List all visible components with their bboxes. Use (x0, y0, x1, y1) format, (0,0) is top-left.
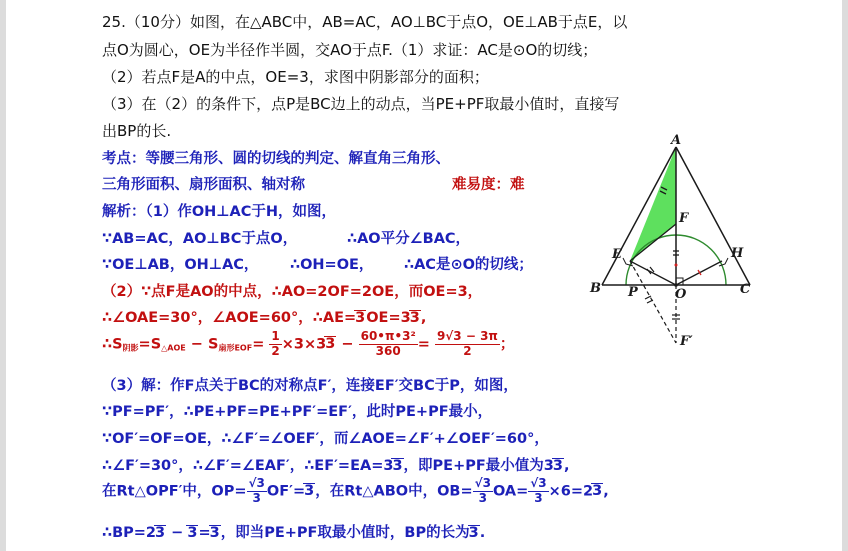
numerator: √3 (474, 476, 491, 490)
label-e: E (612, 247, 622, 262)
sqrt-3: 3 (552, 458, 563, 474)
sqrt-3: 3 (155, 525, 166, 541)
kaodian-text: 三角形面积、扇形面积、轴对称 (102, 177, 305, 193)
step-1a: ∵AB=AC，AO⊥BC于点O， (102, 231, 298, 247)
denominator: 2 (271, 343, 280, 358)
part3-step3 (102, 454, 569, 475)
label-h: H (731, 246, 744, 261)
step-1b: ∴AO平分∠BAC， (347, 231, 471, 247)
minus-s: − S (185, 336, 219, 353)
bp-text: ∴BP=2 (102, 525, 157, 541)
label-c: C (740, 282, 751, 297)
question-line-4: （3）在（2）的条件下，点P是BC边上的动点，当PE+PF取最小值时，直接写 (102, 95, 620, 113)
question-line-2: 点O为圆心，OE为半径作半圆，交AO于点F.（1）求证：AC是⊙O的切线； (102, 41, 598, 59)
comma: , (563, 458, 570, 474)
part2-angles (102, 306, 426, 327)
step3-text: ∴∠F′=30°，∴∠F′=∠EAF′，∴EF′=EA=3 (102, 458, 394, 474)
minus: − (166, 525, 189, 541)
numerator: 1 (271, 329, 280, 343)
sqrt-3: 3 (592, 483, 603, 500)
label-p: P (628, 285, 638, 300)
point-mark (675, 264, 678, 267)
sqrt-3: 3 (325, 336, 336, 353)
part3-step4 (102, 477, 609, 506)
label-f: F (679, 211, 689, 226)
label-a: A (671, 133, 682, 148)
kaodian-line-1: 考点：等腰三角形、圆的切线的判定、解直角三角形、 (102, 151, 450, 167)
denominator: 3 (478, 490, 487, 505)
oa-text: OA= (492, 483, 529, 500)
part2-line: （2）∵点F是AO的中点，∴AO=2OF=2OE，而OE=3， (102, 284, 483, 300)
denominator: 3 (252, 490, 261, 505)
part3-line: （3）解：作F点关于BC的对称点F′，连接EF′交BC于P，如图， (102, 378, 518, 394)
area-formula (102, 330, 514, 359)
comma: , (420, 310, 427, 326)
eq-s: =S (138, 336, 162, 353)
fraction-result (435, 330, 500, 359)
step-2 (102, 253, 533, 274)
numerator: 9√3 − 3π (436, 329, 498, 343)
sqrt-3: 3 (355, 310, 366, 326)
step-1 (102, 227, 471, 248)
numerator: √3 (530, 476, 547, 490)
shaded-region (630, 147, 676, 261)
ae-text: OE=3 (366, 310, 411, 326)
geometry-figure (588, 133, 763, 355)
fraction-sqrt3-3 (473, 477, 493, 506)
times-six: ×6=2 (548, 483, 594, 500)
numerator: 60•π•3² (360, 329, 416, 343)
question-line-5: 出BP的长. (102, 122, 172, 140)
eq: = (417, 336, 430, 353)
fraction-sqrt3-3 (528, 477, 548, 506)
tick-pf-prime (645, 296, 651, 299)
ob-text: ，在Rt△ABO中，OB= (315, 483, 473, 500)
denominator: 360 (375, 343, 401, 358)
label-f-prime: F′ (680, 334, 693, 349)
step-2c: ∴AC是⊙O的切线； (404, 257, 533, 273)
jiexi-line: 解析：（1）作OH⊥AC于H，如图， (102, 204, 337, 220)
fraction-sector (359, 330, 418, 359)
sqrt-3: 3 (392, 458, 403, 474)
denominator: 2 (463, 343, 472, 358)
difficulty-label: 难易度：难 (452, 177, 525, 193)
op-text: 在Rt△OPF′中，OP= (102, 483, 247, 500)
denominator: 3 (534, 490, 543, 505)
step-2a: ∵OE⊥AB，OH⊥AC， (102, 257, 259, 273)
sqrt-3: 3 (409, 310, 420, 326)
minus: − (336, 336, 359, 353)
segment-oe (630, 261, 676, 285)
step-2b: ∴OH=OE， (290, 257, 374, 273)
sub-triangle: △AOE (161, 343, 186, 353)
kaodian-line-2 (102, 173, 525, 194)
sub-shadow: 阴影 (122, 343, 139, 353)
part3-step5 (102, 521, 485, 542)
of-text: OF′= (266, 483, 306, 500)
fraction-half (269, 330, 281, 359)
question-line-3: （2）若点F是A的中点，OE=3，求图中阴影部分的面积； (102, 68, 489, 86)
label-o: O (675, 287, 687, 302)
part3-step2: ∵OF′=OF=OE，∴∠F′=∠OEF′，而∠AOE=∠F′+∠OEF′=60°， (102, 431, 549, 447)
question-line-1: 25.（10分）如图，在△ABC中，AB=AC，AO⊥BC于点O，OE⊥AB于点E，以 (102, 13, 628, 31)
eq: = (198, 525, 211, 541)
tick-pf-prime (647, 300, 653, 303)
fraction-sqrt3-3 (247, 477, 267, 506)
period: . (479, 525, 486, 541)
step3-min: ，即PE+PF最小值为3 (403, 458, 554, 474)
sqrt-3: 3 (304, 483, 315, 500)
comma: , (603, 483, 609, 500)
sqrt-3: 3 (468, 525, 479, 541)
angles-text: ∴∠OAE=30°，∠AOE=60°，∴AE= (102, 310, 357, 326)
times-text: ×3×3 (281, 336, 327, 353)
numerator: √3 (248, 476, 265, 490)
bp-conclusion: ，即当PE+PF取最小值时，BP的长为 (220, 525, 470, 541)
label-b: B (590, 281, 601, 296)
semicolon: ； (499, 336, 515, 353)
s-symbol: ∴S (102, 336, 123, 353)
part3-step1: ∵PF=PF′，∴PE+PF=PE+PF′=EF′，此时PE+PF最小， (102, 404, 493, 420)
eq: = (252, 336, 265, 353)
sqrt-3: 3 (209, 525, 220, 541)
sub-sector: 扇形EOF (218, 343, 253, 353)
sqrt-3: 3 (187, 525, 198, 541)
